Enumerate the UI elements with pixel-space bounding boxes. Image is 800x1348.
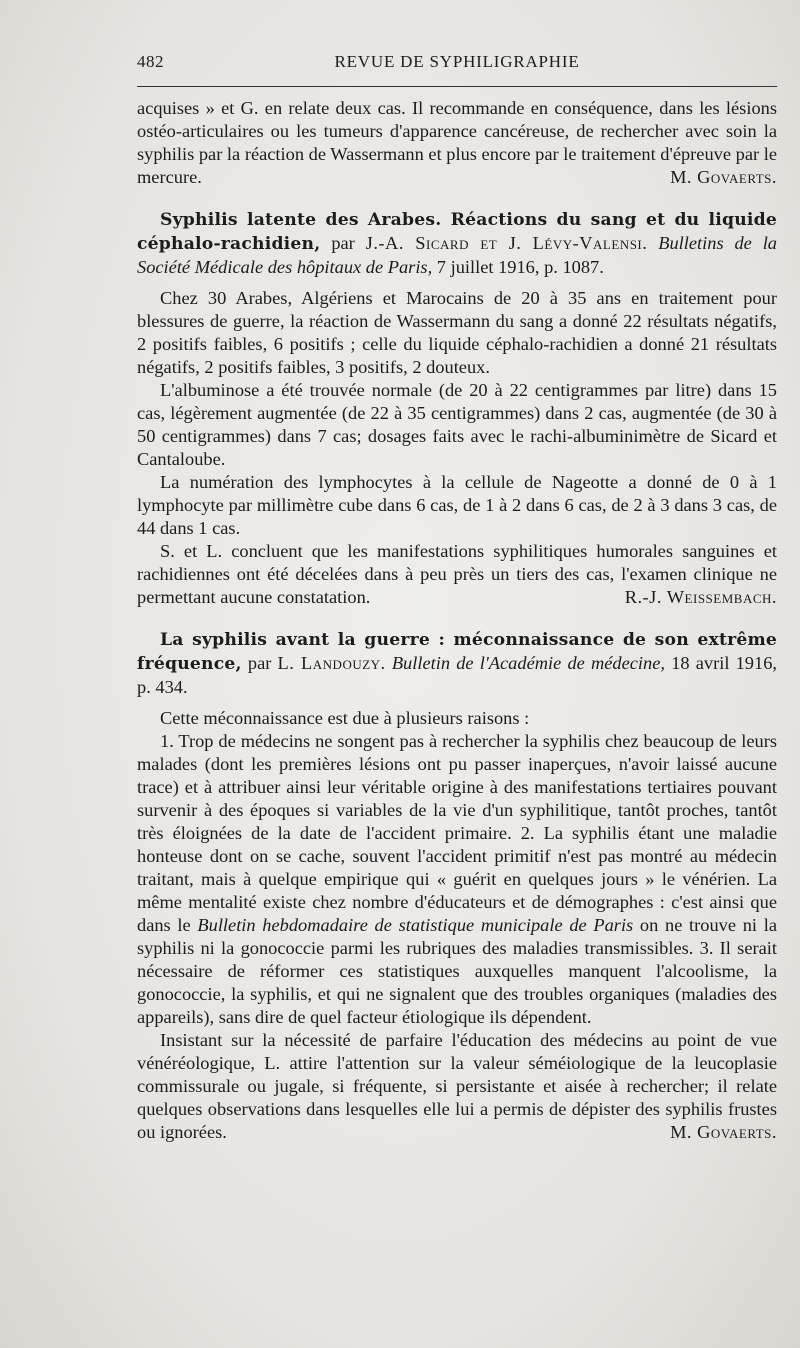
article2-paragraph <box>137 730 777 1029</box>
article1-heading <box>137 208 777 279</box>
article2-paragraph: Cette méconnaissance est due à plusieurs raisons : <box>160 708 530 728</box>
article1-paragraph <box>137 540 777 609</box>
article1-paragraph: L'albuminose a été trouvée normale (de 20 à 22 centigrammes par litre) dans 15 cas, légèrement augmentée (de 22 à 35 centigrammes) dans 2 cas, augmentée (de 30 à 50 centigrammes) dans 7 cas; dosages faits avec le rachi-albuminimètre de Sicard et Cantaloube. <box>137 380 777 469</box>
article1-authors: J.-A. Sicard et J. Lévy-Valensi. <box>365 233 648 253</box>
intro-text: acquises » et G. en relate deux cas. Il recommande en conséquence, dans les lésions ostéo-articulaires ou les tumeurs d'apparence cancéreuse, de rechercher avec soin la syphilis par la réaction de Wassermann et plus encore par le traitement d'épreuve par le mercure. <box>137 98 777 187</box>
article2-text: on ne trouve ni la syphilis ni la gonococcie parmi les rubriques des maladies transmissibles. 3. Il serait nécessaire de réformer ces statistiques auxquelles manquent l'alcoolisme, la gonococcie, la syphilis, et qui ne signalent que des troubles organiques (maladies des appareils), sans dire de quel facteur étiologique ils dépendent. <box>137 915 777 1027</box>
page-number: 482 <box>137 52 164 71</box>
header-rule <box>137 86 777 87</box>
article1-date: 7 juillet 1916, p. 1087. <box>436 257 604 277</box>
article2-text: Insistant sur la nécessité de parfaire l'éducation des médecins au point de vue vénéréologique, L. attire l'attention sur la valeur séméiologique de la leucoplasie commissurale ou jugale, si fréquente, si persistante et aisée à rechercher; il relate quelques observations dans lesquelles elle lui a permis de dépister des syphilis frustes ou ignorées. <box>137 1030 777 1142</box>
article1-signature: R.-J. Weissembach. <box>624 587 777 607</box>
spacer <box>137 279 777 287</box>
intro-signature: M. Govaerts. <box>670 167 777 187</box>
article2-date: 18 avril 1916, p. 434. <box>137 653 777 697</box>
spacer <box>137 189 777 208</box>
article2-paragraph <box>137 1029 777 1144</box>
article1-conclusion: S. et L. concluent que les manifestations syphilitiques humorales sanguines et rachidiennes ont été décelées dans à peu près un tiers des cas, l'examen clinique ne permettant aucune constatation. <box>137 541 777 607</box>
running-title: REVUE DE SYPHILIGRAPHIE <box>334 52 580 71</box>
page-header <box>137 52 777 76</box>
article2-signature: M. Govaerts. <box>670 1122 777 1142</box>
article2-source: Bulletin de l'Académie de médecine, <box>391 653 666 673</box>
page-body <box>137 97 777 1144</box>
article2-title: La syphilis avant la guerre : méconnaissance de son extrême fréquence, <box>137 630 777 674</box>
spacer <box>137 609 777 628</box>
article1-paragraph: La numération des lymphocytes à la cellule de Nageotte a donné de 0 à 1 lymphocyte par millimètre cube dans 6 cas, de 1 à 2 dans 6 cas, de 2 à 3 dans 3 cas, de 44 dans 1 cas. <box>137 472 777 538</box>
article2-authors: L. Landouzy. <box>277 653 386 673</box>
article1-title: Syphilis latente des Arabes. Réactions du sang et du liquide céphalo-rachidien, <box>137 210 777 254</box>
article2-by: par <box>247 653 272 673</box>
article1-source: Bulletins de la Société Médicale des hôpitaux de Paris, <box>137 233 777 277</box>
spacer <box>137 699 777 707</box>
article2-bulletin-title: Bulletin hebdomadaire de statistique municipale de Paris <box>197 915 634 935</box>
article1-by: par <box>331 233 355 253</box>
article1-paragraph: Chez 30 Arabes, Algériens et Marocains de 20 à 35 ans en traitement pour blessures de guerre, la réaction de Wassermann du sang a donné 22 résultats négatifs, 2 positifs faibles, 6 positifs ; celle du liquide céphalo-rachidien a donné 21 résultats négatifs, 2 positifs faibles, 3 positifs, 2 douteux. <box>137 288 777 377</box>
article2-text: 1. Trop de médecins ne songent pas à rechercher la syphilis chez beaucoup de leurs malades (dont les premières lésions ont pu passer inaperçues, n'avoir laissé aucune trace) et à attribuer ainsi leur véritable origine à des manifestations tertiaires pouvant survenir à des époques si variables de la vie d'un syphilitique, tantôt proches, tantôt très éloignées de la date de l'accident primaire. 2. La syphilis étant une maladie honteuse dont on se cache, souvent l'accident primitif n'est pas montré au médecin traitant, mais à quelque empirique qui « guérit en quelques jours » le vénérien. La même mentalité existe chez nombre d'éducateurs et de démographes : c'est ainsi que dans le <box>137 731 777 935</box>
intro-paragraph <box>137 97 777 189</box>
article2-heading <box>137 628 777 699</box>
